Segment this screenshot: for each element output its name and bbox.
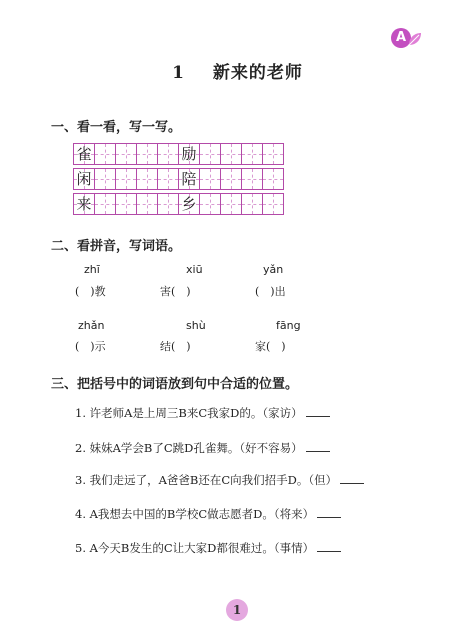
- answer-blank[interactable]: [306, 416, 330, 417]
- grid-cell[interactable]: [136, 143, 158, 165]
- grid-cell[interactable]: [262, 143, 284, 165]
- answer-blank[interactable]: [340, 483, 364, 484]
- grid-cell[interactable]: [220, 143, 242, 165]
- section2-heading: 二、看拼音，写词语。: [51, 239, 182, 254]
- grid-cell[interactable]: [115, 168, 137, 190]
- answer-blank[interactable]: [317, 517, 341, 518]
- pinyin: yǎn: [263, 263, 284, 276]
- grid-cell[interactable]: [157, 168, 179, 190]
- lesson-name: 新来的老师: [212, 63, 303, 83]
- grid-cell[interactable]: [199, 193, 221, 215]
- grid-cell[interactable]: [136, 168, 158, 190]
- grid-cell[interactable]: [241, 193, 263, 215]
- lesson-title: [0, 58, 475, 83]
- section1-heading: 一、看一看，写一写。: [51, 120, 182, 135]
- grid-cell[interactable]: [157, 193, 179, 215]
- answer-blank[interactable]: [306, 451, 330, 452]
- level-badge: [391, 28, 425, 50]
- sentence-item: 3. 我们走远了，A爸爸B还在C向我们招手D。（但）: [75, 472, 364, 488]
- grid-cell[interactable]: [262, 193, 284, 215]
- grid-cell[interactable]: [115, 143, 137, 165]
- grid-cell[interactable]: [94, 193, 116, 215]
- grid-cell[interactable]: [220, 193, 242, 215]
- word-blank[interactable]: ( )示: [75, 340, 106, 353]
- grid-cell[interactable]: 雀: [73, 143, 95, 165]
- pinyin: fāng: [276, 319, 301, 332]
- pinyin: zhǎn: [78, 319, 105, 332]
- grid-cell[interactable]: 来: [73, 193, 95, 215]
- grid-cell[interactable]: [199, 168, 221, 190]
- section3-heading: 三、把括号中的词语放到句中合适的位置。: [51, 377, 299, 392]
- sentence-item: 1. 许老师A是上周三B来C我家D的。（家访）: [75, 405, 330, 421]
- pinyin: zhī: [84, 263, 100, 276]
- pinyin: xiū: [186, 263, 203, 276]
- leaf-icon: [407, 31, 423, 47]
- grid-cell[interactable]: 闲: [73, 168, 95, 190]
- sentence-item: 2. 妹妹A学会B了C跳D孔雀舞。（好不容易）: [75, 440, 330, 456]
- grid-cell[interactable]: [94, 168, 116, 190]
- grid-cell[interactable]: [241, 143, 263, 165]
- grid-cell[interactable]: [199, 143, 221, 165]
- page-number: 1: [226, 599, 248, 621]
- grid-cell[interactable]: [241, 168, 263, 190]
- word-blank[interactable]: 家( ): [255, 340, 286, 353]
- word-blank[interactable]: 害( ): [160, 285, 191, 298]
- grid-cell[interactable]: [115, 193, 137, 215]
- level-badge-letter: A: [391, 28, 411, 48]
- lesson-number: 1: [172, 63, 185, 83]
- word-blank[interactable]: ( )出: [255, 285, 286, 298]
- grid-cell[interactable]: 陪: [178, 168, 200, 190]
- grid-cell[interactable]: [157, 143, 179, 165]
- grid-cell[interactable]: 励: [178, 143, 200, 165]
- grid-cell[interactable]: [262, 168, 284, 190]
- answer-blank[interactable]: [317, 551, 341, 552]
- grid-cell[interactable]: [220, 168, 242, 190]
- sentence-item: 4. A我想去中国的B学校C做志愿者D。（将来）: [75, 506, 341, 522]
- grid-cell[interactable]: [94, 143, 116, 165]
- grid-cell[interactable]: [136, 193, 158, 215]
- word-blank[interactable]: ( )教: [75, 285, 106, 298]
- grid-cell[interactable]: 乡: [178, 193, 200, 215]
- pinyin: shù: [186, 319, 206, 332]
- sentence-item: 5. A今天B发生的C让大家D都很难过。（事情）: [75, 540, 341, 556]
- word-blank[interactable]: 结( ): [160, 340, 191, 353]
